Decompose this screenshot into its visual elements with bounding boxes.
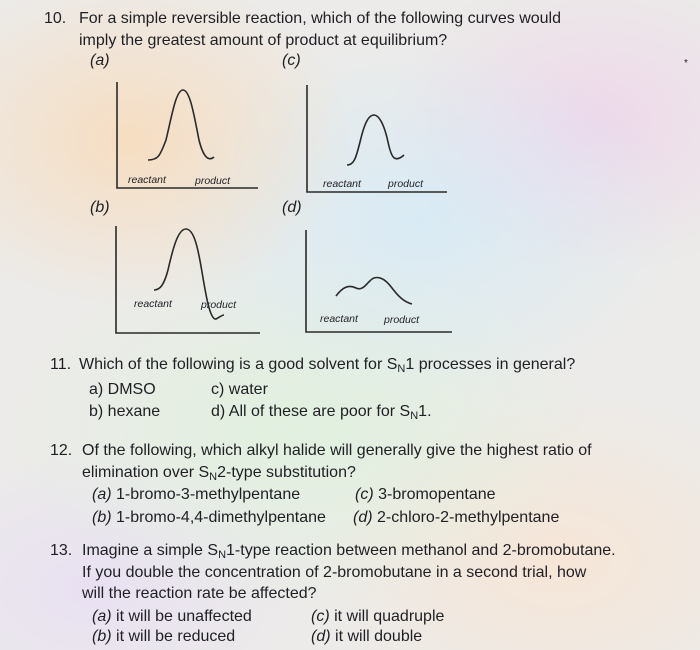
q10-number: 10. — [44, 10, 67, 27]
q13-option-a — [92, 607, 252, 627]
q13-option-a-label: (a) — [92, 608, 112, 625]
stray-mark: * — [684, 58, 688, 69]
q13-option-b-label: (b) — [92, 628, 112, 645]
graph-c-product-label: product — [388, 178, 424, 190]
graph-b-product-label: product — [201, 299, 237, 311]
q11-number: 11. — [50, 356, 72, 373]
q11-stem-a: Which of the following is a good solvent for S — [79, 356, 398, 373]
q13-option-c-text: it will quadruple — [334, 608, 445, 625]
q13-stem-sub: N — [218, 549, 227, 561]
q13-option-a-text: it will be unaffected — [116, 608, 252, 625]
q11-option-b: b) hexane — [89, 403, 161, 420]
graph-b-label: (b) — [90, 199, 110, 216]
q10-stem-line1: For a simple reversible reaction, which of the following curves would — [79, 10, 561, 27]
q13-number: 13. — [50, 542, 73, 559]
reaction-curve-c — [347, 115, 404, 165]
q13-option-d-text: it will double — [335, 628, 423, 645]
q12-option-d-label: (d) — [353, 509, 373, 526]
reaction-curve-d — [336, 277, 412, 304]
q13-stem-line1-a: Imagine a simple S — [82, 542, 219, 559]
q12-stem-line2 — [82, 463, 356, 487]
q11-option-d-a: d) All of these are poor for S — [211, 403, 411, 420]
energy-diagram-c — [300, 80, 460, 200]
q12-option-a-label: (a) — [92, 486, 112, 503]
energy-diagram-d — [300, 226, 460, 340]
q13-stem-line2: If you double the concentration of 2-bromobutane in a second trial, how — [82, 564, 587, 581]
graph-d-label: (d) — [282, 199, 302, 216]
graph-a-reactant-label: reactant — [128, 174, 166, 186]
axes-c — [307, 85, 447, 192]
graph-a-label: (a) — [90, 52, 110, 69]
graph-d-reactant-label: reactant — [320, 313, 358, 325]
q12-option-a-text: 1-bromo-3-methylpentane — [116, 486, 301, 503]
q13-option-d-label: (d) — [311, 628, 331, 645]
q12-option-a — [92, 485, 300, 505]
q13-option-c — [311, 607, 444, 627]
graph-a-product-label: product — [195, 175, 231, 187]
q13-stem-line1-b: 1-type reaction between methanol and 2-bromobutane. — [226, 542, 616, 559]
q13-stem-line1 — [82, 541, 616, 565]
graph-c-reactant-label: reactant — [323, 178, 361, 190]
q13-option-d — [311, 627, 422, 647]
q10-stem-line2: imply the greatest amount of product at equilibrium? — [79, 32, 448, 49]
energy-diagram-b — [110, 220, 270, 340]
q11-option-a: a) DMSO — [89, 381, 156, 398]
q13-option-b — [92, 627, 235, 647]
q12-stem-line2-b: 2-type substitution? — [217, 464, 356, 481]
q11-stem — [79, 355, 575, 379]
graph-b-reactant-label: reactant — [134, 298, 172, 310]
q11-stem-sub: N — [397, 363, 406, 375]
q12-option-b-label: (b) — [92, 509, 112, 526]
axes-b — [116, 226, 260, 333]
q12-option-b — [92, 508, 326, 528]
q12-stem-sub: N — [209, 471, 218, 483]
q11-stem-b: 1 processes in general? — [405, 356, 576, 373]
q12-stem-line1: Of the following, which alkyl halide will generally give the highest ratio of — [82, 442, 592, 459]
q11-option-d — [211, 402, 432, 426]
q12-number: 12. — [50, 442, 73, 459]
q12-option-d — [353, 508, 559, 528]
q13-option-c-label: (c) — [311, 608, 330, 625]
axes-a — [117, 82, 258, 188]
energy-diagram-a — [110, 70, 270, 200]
q11-option-d-b: 1. — [418, 403, 432, 420]
graph-c-label: (c) — [282, 52, 301, 69]
reaction-curve-a — [148, 90, 214, 160]
q12-option-d-text: 2-chloro-2-methylpentane — [377, 509, 560, 526]
graph-d-product-label: product — [384, 314, 420, 326]
q11-option-d-sub: N — [410, 410, 419, 422]
q12-option-c — [355, 485, 496, 505]
q11-option-c: c) water — [211, 381, 268, 398]
q13-option-b-text: it will be reduced — [116, 628, 236, 645]
q12-option-c-text: 3-bromopentane — [378, 486, 496, 503]
q12-stem-line2-a: elimination over S — [82, 464, 210, 481]
q12-option-b-text: 1-bromo-4,4-dimethylpentane — [116, 509, 326, 526]
q13-stem-line3: will the reaction rate be affected? — [82, 585, 317, 602]
q12-option-c-label: (c) — [355, 486, 374, 503]
